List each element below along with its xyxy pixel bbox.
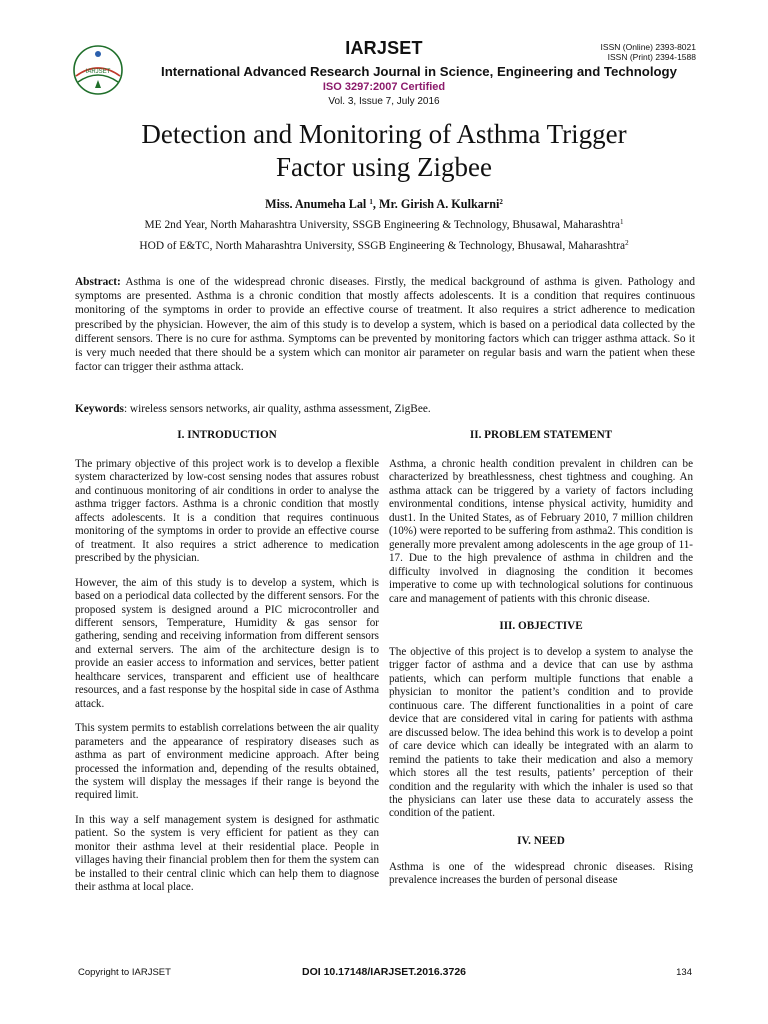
section-heading-objective: III. OBJECTIVE xyxy=(499,619,583,632)
intro-paragraph-2: However, the aim of this study is to develop a system, which is based on a periodical data collected by the different sensors. For the proposed system is designed around a PIC microcontroller and different sensors, Temperature, Humidity & gas sensor for gathering, sending and receiving information from different sensors and external servers. The aim of the architecture design is to provide an easier access to information and services, better patient healthcare services, transparent and efficient use of healthcare resources, and a fast response by the hospital side in case of Asthma attack. xyxy=(75,576,379,710)
intro-paragraph-1: The primary objective of this project work is to develop a flexible system characterized by low-cost sensing nodes that assures robust and continuous monitoring of air conditions in order to analyse the asthma trigger factors. Asthma is a chronic condition that mostly affects adolescents. It is a condition that requires continuous monitoring of the symptoms in order to provide an effective course of treatment. It also requires a strict adherence to medication prescribed by the physician. xyxy=(75,458,379,565)
journal-name: International Advanced Research Journal in Science, Engineering and Technology xyxy=(161,64,677,79)
left-column xyxy=(75,428,379,895)
iso-certification: ISO 3297:2007 Certified xyxy=(322,81,446,93)
section-heading-problem-statement: II. PROBLEM STATEMENT xyxy=(469,429,613,441)
keywords-text: : wireless sensors networks, air quality, asthma assessment, ZigBee. xyxy=(123,403,431,415)
author-1-sup: 1 xyxy=(369,198,373,206)
author-list xyxy=(0,197,768,212)
intro-paragraph-3: This system permits to establish correlations between the air quality parameters and the appearance of respiratory diseases such as asthma as part of environment medicine approach. After being processed the information and, depending of the results obtained, the system will display the messages if their range is beyond the required limit. xyxy=(75,722,379,802)
affiliation-2-text: HOD of E&TC, North Maharashtra University, SSGB Engineering & Technology, Bhusawal, Maharashtra xyxy=(139,240,626,252)
title-line-2: Factor using Zigbee xyxy=(276,152,492,182)
journal-abbreviation: IARJSET xyxy=(345,38,423,58)
abstract-text: Asthma is one of the widespread chronic diseases. Firstly, the medical background of asthma is given. Pathology and symptoms are presented. Asthma is a chronic condition that mostly affects adolescents. It is a condition that requires continuous monitoring of the symptoms in order to provide an effective course of treatment. It also requires a strict adherence to medication prescribed by the physician. However, the aim of this study is to develop a system, which is based on a periodical data collected by the different sensors. There is no cure for asthma. Symptoms can be prevented by monitoring factors which can trigger asthma attack. So it is very much needed that there should be a system which can monitor air parameter on regular basis and warn the patient when these factor can trigger their asthma attack. xyxy=(75,276,695,374)
author-separator: , xyxy=(372,197,379,211)
need-paragraph: Asthma is one of the widespread chronic diseases. Rising prevalence increases the burden of personal disease xyxy=(389,860,693,887)
logo-text: IARJSET xyxy=(85,69,111,75)
volume-issue: Vol. 3, Issue 7, July 2016 xyxy=(328,96,440,107)
affiliation-2 xyxy=(0,240,768,252)
author-2-sup: 2 xyxy=(499,198,503,206)
keywords-label: Keywords xyxy=(75,403,124,415)
issn-print: ISSN (Print) 2394-1588 xyxy=(607,52,696,62)
section-heading-introduction: I. INTRODUCTION xyxy=(177,429,277,441)
problem-paragraph: Asthma, a chronic health condition prevalent in children can be characterized by breathlessness, chest tightness and coughing. An asthma attack can be triggered by a variety of factors including environmental conditions, intense physical activity, humidity and dust1. In the United States, as of February 2010, 7 million children (10%) were reported to be suffering from asthma2. This condition is generally more prevalent among adolescents in the age group of 11-17. Due to the high prevalence of asthma in children and the difficulty involved in diagnosing the condition it becomes imperative to come up with technological solutions for continuous care and management of patients with this chronic disease. xyxy=(389,458,693,605)
affiliation-1 xyxy=(0,219,768,231)
page-number: 134 xyxy=(676,967,692,978)
affiliation-2-sup: 2 xyxy=(625,239,629,247)
abstract xyxy=(75,275,695,374)
keywords xyxy=(75,402,695,416)
title-line-1: Detection and Monitoring of Asthma Trigger xyxy=(141,119,627,149)
intro-paragraph-4: In this way a self management system is designed for asthmatic patient. So the system is very efficient for patient as they can monitor their asthma level at their residential place. People in villages having their financial problem then for them the system can be installed to their central clinic which can help them to diagnose their asthma at local place. xyxy=(75,813,379,894)
issn-online: ISSN (Online) 2393-8021 xyxy=(600,42,696,52)
section-heading-need: IV. NEED xyxy=(517,834,565,847)
right-column xyxy=(389,428,693,888)
author-1: Miss. Anumeha Lal xyxy=(265,197,367,211)
footer-copyright: Copyright to IARJSET xyxy=(78,967,171,978)
paper-title xyxy=(60,118,708,184)
affiliation-1-sup: 1 xyxy=(619,218,624,226)
footer-doi: DOI 10.17148/IARJSET.2016.3726 xyxy=(301,966,467,978)
abstract-label: Abstract: xyxy=(75,276,121,288)
affiliation-1-text: ME 2nd Year, North Maharashtra University, SSGB Engineering & Technology, Bhusawal, Maharashtra xyxy=(144,219,620,231)
objective-paragraph: The objective of this project is to develop a system to analyse the trigger factor of asthma and a device that can use by asthma patients, which can perform multiple functions that enable a physician to monitor the patient’s condition and to provide continuous care. The different functionalities in a point of care device that are considered vital in caring for patients with asthma are discussed below. The idea behind this work is to develop a point of care device which can ideally be integrated with an alarm to remind the patients to take their medication and also a memory which stores all the test results, patients’ perception of their condition and the regularity with which the inhaler is used so that the physicians can later use these data to accurately assess the condition of the patient. xyxy=(389,645,693,820)
author-2: Mr. Girish A. Kulkarni xyxy=(378,197,500,211)
issn-block xyxy=(601,42,696,62)
